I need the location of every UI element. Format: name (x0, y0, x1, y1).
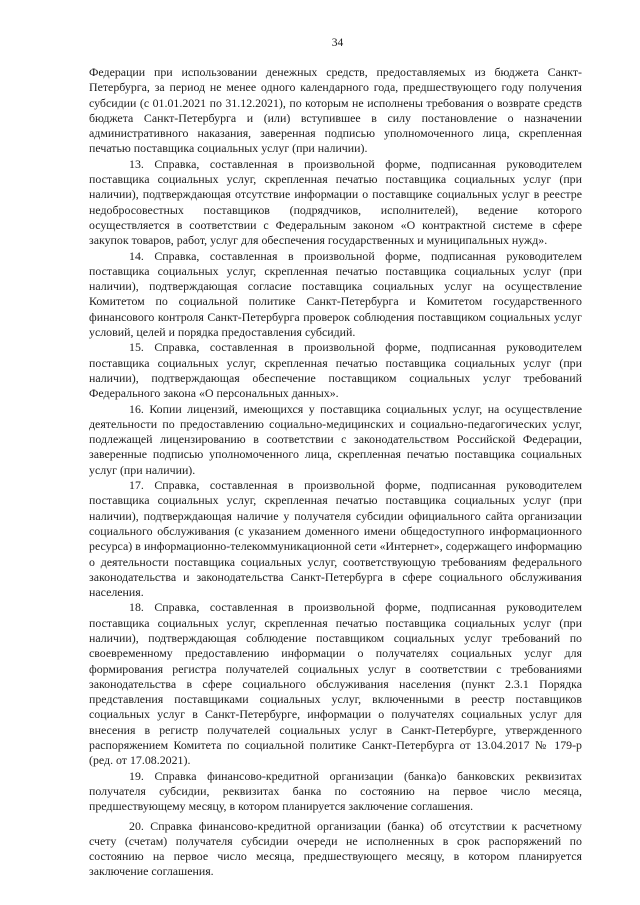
paragraph-item-16: 16. Копии лицензий, имеющихся у поставщика социальных услуг, на осуществление деятельности по предоставлению социально-медицинских и социально-педагогических услуг, подлежащей лицензированию в соответствии с законодательством Российской Федерации, заверенные подписью уполномоченного лица, скрепленная печатью поставщика социальных услуг (при наличии). (89, 401, 582, 477)
paragraph-item-19: 19. Справка финансово-кредитной организации (банка)о банковских реквизитах получателя субсидии, реквизитах банка по состоянию на первое число месяца, предшествующему месяцу, в котором планируется заключение соглашения. (89, 768, 582, 814)
paragraph-item-15: 15. Справка, составленная в произвольной форме, подписанная руководителем поставщика социальных услуг, скрепленная печатью поставщика социальных услуг (при наличии), подтверждающая обеспечение поставщиком социальных услуг требований Федерального закона «О персональных данных». (89, 340, 582, 401)
paragraph-item-17: 17. Справка, составленная в произвольной форме, подписанная руководителем поставщика социальных услуг, скрепленная печатью поставщика социальных услуг (при наличии), подтверждающая наличие у получателя субсидии официального сайта организации социального обслуживания (с указанием доменного имени общедоступного информационного ресурса) в информационно-телекоммуникационной сети «Интернет», содержащего информацию о деятельности поставщика социальных услуг, соответствующую требованиям федерального законодательства и законодательства Санкт-Петербурга в сфере социального обслуживания населения. (89, 478, 582, 600)
paragraph-item-14: 14. Справка, составленная в произвольной форме, подписанная руководителем поставщика социальных услуг, скрепленная печатью поставщика социальных услуг (при наличии), подтверждающая согласие поставщика социальных услуг на осуществление Комитетом по социальной политике Санкт-Петербурга и Комитетом государственного финансового контроля Санкт-Петербурга проверок соблюдения поставщиком социальных услуг условий, целей и порядка предоставления субсидий. (89, 248, 582, 340)
paragraph-item-18: 18. Справка, составленная в произвольной форме, подписанная руководителем поставщика социальных услуг, скрепленная печатью поставщика социальных услуг (при наличии), подтверждающая соблюдение поставщиком социальных услуг требований по своевременному предоставлению информации о получателях социальных услуг для формирования регистра получателей социальных услуг в соответствии с требованиями законодательства в сфере социального обслуживания населения (пункт 2.3.1 Порядка представления поставщиками социальных услуг, включенными в реестр поставщиков социальных услуг в Санкт-Петербурге, информации о получателях социальных услуг для внесения в регистр получателей социальных услуг в Санкт-Петербурге, утвержденного распоряжением Комитета по социальной политике Санкт-Петербурга от 13.04.2017 № 179-р (ред. от 17.08.2021). (89, 600, 582, 768)
paragraph-continuation: Федерации при использовании денежных средств, предоставляемых из бюджета Санкт-Петербурга, за период не менее одного календарного года, предшествующего году получения субсидии (с 01.01.2021 по 31.12.2021), по которым не исполнены требования о возврате средств бюджета Санкт-Петербурга и (или) вступившее в силу постановление о назначении административного наказания, заверенная подписью уполномоченного лица, скрепленная печатью поставщика социальных услуг (при наличии). (89, 65, 582, 156)
paragraph-item-13: 13. Справка, составленная в произвольной форме, подписанная руководителем поставщика социальных услуг, скрепленная печатью поставщика социальных услуг (при наличии), подтверждающая отсутствие информации о поставщике социальных услуг в реестре недобросовестных поставщиков (подрядчиков, исполнителей), ведение которого осуществляется в соответствии с Федеральным законом «О контрактной системе в сфере закупок товаров, работ, услуг для обеспечения государственных и муниципальных нужд». (89, 156, 582, 248)
page-number: 34 (331, 37, 344, 49)
paragraph-item-20: 20. Справка финансово-кредитной организации (банка) об отсутствии к расчетному счету (счетам) получателя субсидии очереди не исполненных в срок распоряжений по состоянию на первое число месяца, предшествующего месяцу, в котором планируется заключение соглашения. (89, 818, 582, 879)
document-body (89, 65, 582, 880)
